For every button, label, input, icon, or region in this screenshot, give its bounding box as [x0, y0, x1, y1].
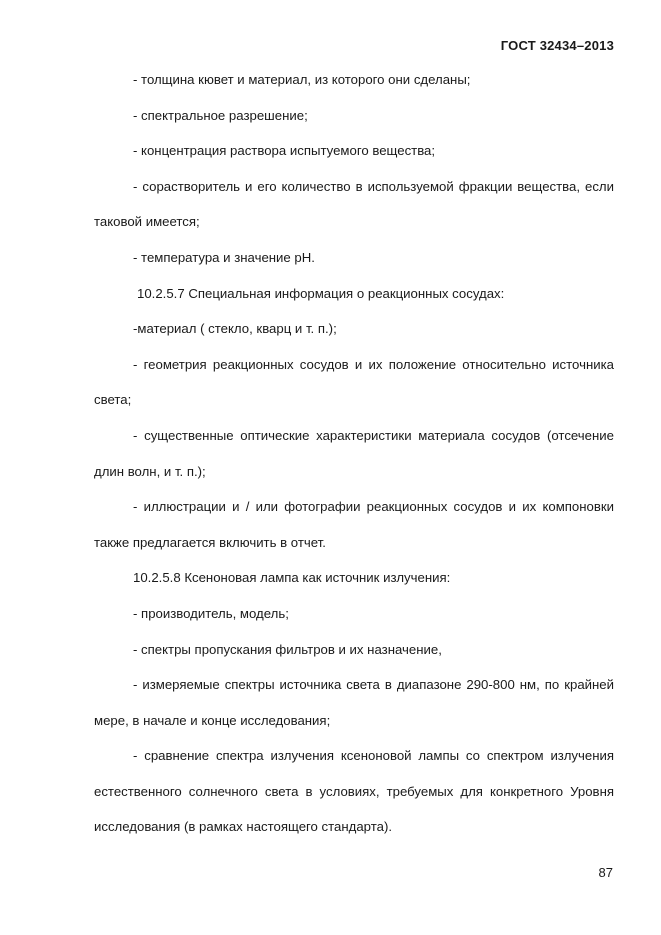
section-10-2-5-7-heading: 10.2.5.7 Специальная информация о реакционных сосудах: — [137, 285, 505, 301]
page-number: 87 — [598, 865, 613, 880]
paragraph-illustrations: - иллюстрации и / или фотографии реакционных сосудов и их компоновки также предлагается включить в отчет. — [94, 499, 614, 550]
paragraph-vessel-material: -материал ( стекло, кварц и т. п.); — [133, 321, 337, 337]
paragraph-cuvette-thickness: - толщина кювет и материал, из которого они сделаны; — [133, 72, 471, 87]
paragraph-vessel-geometry: - геометрия реакционных сосудов и их положение относительно источника света; — [94, 356, 614, 408]
paragraph-spectral-resolution: - спектральное разрешение; — [133, 107, 308, 123]
paragraph-spectrum-comparison: - сравнение спектра излучения ксеноновой лампы со спектром излучения естественного солнечного света в условиях, требуемых для конкретного Уровня исследования (в рамках настоящего стандарта). — [94, 748, 614, 835]
paragraph-optical-characteristics: - существенные оптические характеристики материала сосудов (отсечение длин волн, и т. п.); — [94, 427, 614, 479]
document-header-code: ГОСТ 32434–2013 — [500, 38, 614, 53]
document-body — [94, 62, 614, 845]
paragraph-cosolvent: - сорастворитель и его количество в используемой фракции вещества, если таковой имеется; — [94, 178, 614, 230]
paragraph-temperature-ph: - температура и значение pH. — [133, 249, 315, 265]
paragraph-measured-spectra: - измеряемые спектры источника света в диапазоне 290-800 нм, по крайней мере, в начале и конце исследования; — [94, 677, 614, 728]
paragraph-solution-concentration: - концентрация раствора испытуемого вещества; — [133, 143, 436, 159]
paragraph-filter-spectra: - спектры пропускания фильтров и их назначение, — [133, 641, 442, 657]
section-10-2-5-8-heading: 10.2.5.8 Ксеноновая лампа как источник излучения: — [133, 570, 451, 586]
paragraph-manufacturer-model: - производитель, модель; — [133, 605, 289, 621]
